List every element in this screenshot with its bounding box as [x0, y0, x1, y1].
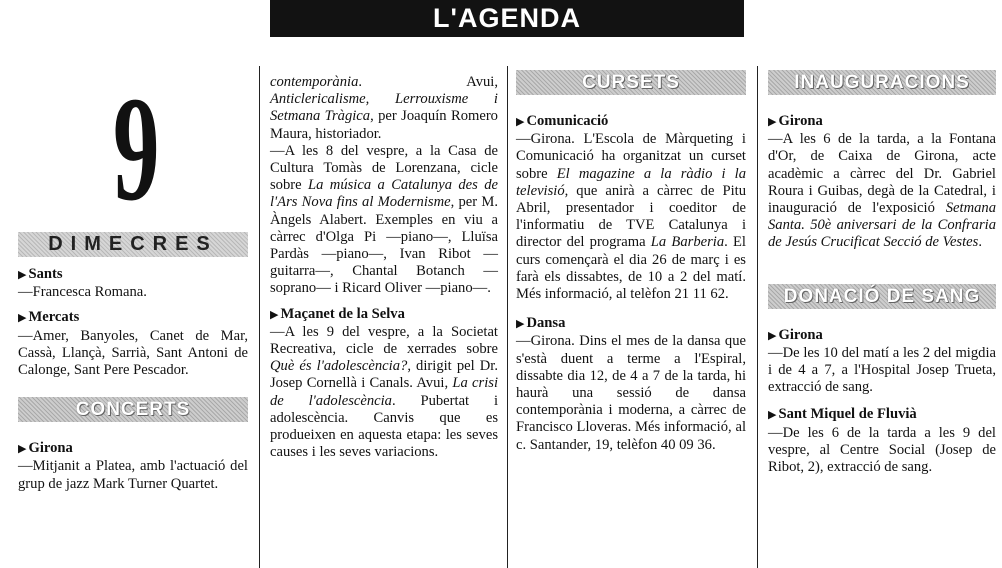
column-divider — [259, 66, 260, 568]
column-2 — [270, 74, 498, 469]
entry-text: —Mitjanit a Platea, amb l'actuació del grup de jazz Mark Turner Quartet. — [18, 458, 248, 492]
text-run: . Pubertat i adolescència. Canvis que es produeixen en aquesta etapa: les seves causes i les seves variacions. — [270, 392, 499, 461]
entry-location: ▶ Mercats — [18, 309, 248, 327]
entry-girona — [768, 113, 996, 252]
day-number: 9 — [112, 66, 158, 232]
entry-text — [270, 143, 498, 298]
text-run: . Avui, — [358, 74, 498, 90]
entry-location: ▶ Comunicació — [516, 113, 746, 131]
text-run: . — [978, 234, 982, 251]
entry-sant-miquel — [768, 406, 996, 476]
text-run: . El curs començarà el dia 26 de març i es farà els dissabtes, de 10 a 2 del matí. Més informació, al telèfon 21 11 62. — [516, 234, 746, 303]
entry-location: ▶ Girona — [768, 113, 996, 131]
entry-text — [516, 131, 746, 303]
section-header-cursets: CURSETS — [516, 70, 746, 95]
entry-text — [270, 74, 498, 143]
section-header-concerts: CONCERTS — [18, 397, 248, 422]
entry-mercats — [18, 309, 248, 379]
italic-title: contemporània — [270, 74, 359, 90]
text-run: , per Joaquín Romero Maura, historiador. — [270, 108, 498, 142]
entry-location: ▶ Girona — [18, 440, 248, 458]
column-1 — [18, 266, 248, 501]
entry-text: —Amer, Banyoles, Canet de Mar, Cassà, Llançà, Sarrià, Sant Antoni de Calonge, Sant Pere Pescador. — [18, 327, 248, 379]
text-run: —Girona. L'Escola de Màrqueting i Comunicació ha organitzat un curset sobre — [516, 131, 746, 182]
column-4 — [768, 70, 996, 484]
italic-title: La crisi de l'adolescència — [270, 375, 498, 409]
entry-text: —De les 6 de la tarda a les 9 del vespre, al Centre Social (Josep de Ribot, 2), extracció de sang. — [768, 424, 996, 476]
text-run: —A les 8 del vespre, a la Casa de Cultura Tomàs de Lorenzana, cicle sobre — [270, 142, 498, 194]
agenda-banner: L'AGENDA — [270, 0, 744, 37]
italic-title: Què és l'adolescència? — [270, 358, 408, 375]
text-run: —A les 9 del vespre, a la Societat Recreativa, cicle de xerrades sobre — [270, 323, 498, 358]
entry-text: —De les 10 del matí a les 2 del migdia i de 4 a 7, a l'Hospital Josep Trueta, extracció de sang. — [768, 344, 996, 396]
entry-text: —Girona. Dins el mes de la dansa que s'està duent a terme a l'Espiral, dissabte dia 12, de 4 a 7 de la tarda, hi haurà una sessió de dansa contemporània i moderna, a càrrec de Francisco Lloveras. Més informació, al c. Santander, 19, telèfon 40 09 36. — [516, 333, 746, 453]
section-header-inauguracions: INAUGURACIONS — [768, 70, 996, 95]
column-divider — [507, 66, 508, 568]
italic-title: Setmana Santa. 50è aniversari de la Confraria de Jesús Crucificat Secció de Vestes — [768, 200, 996, 251]
entry-comunicacio — [516, 113, 746, 303]
italic-title: Anticlericalisme, Lerrouxisme i Setmana Tràgica — [270, 91, 498, 125]
italic-title: El magazine a la ràdio i la televisió — [516, 165, 746, 199]
text-run: , que anirà a càrrec de Pitu Abril, presentador i coeditor de l'informatiu de TVE Catalunya i director del programa — [516, 182, 746, 251]
entry-location: ▶ Maçanet de la Selva — [270, 306, 498, 324]
entry-girona-sang — [768, 327, 996, 397]
entry-text — [270, 324, 498, 462]
entry-text: —Francesca Romana. — [18, 284, 147, 301]
entry-macanet — [270, 306, 498, 462]
text-run: , per M. Àngels Alabert. Exemples en viu a càrrec d'Olga Pi —piano—, Lluïsa Pardàs —piano—, Ivan Ribot —guitarra—, Chantal Botanch —soprano— i Ricard Oliver —piano—. — [270, 194, 498, 297]
text-run: —A les 6 de la tarda, a la Fontana d'Or, de Caixa de Girona, acte acadèmic a càrrec del Dr. Gabriel Roura i Guibas, degà de la Catedral, i inauguració de l'exposició — [768, 131, 996, 217]
column-3 — [516, 70, 746, 462]
column-divider — [757, 66, 758, 568]
text-run: , dirigit pel Dr. Josep Cornellà i Canals. Avui, — [270, 358, 498, 392]
entry-text — [768, 131, 996, 251]
entry-location: ▶ Girona — [768, 327, 996, 345]
italic-title: La música a Catalunya des de l'Ars Nova fins al Modernisme — [270, 177, 498, 211]
entry-location: ▶ Dansa — [516, 315, 746, 333]
entry-sants — [18, 266, 248, 301]
entry-location: ▶ Sants — [18, 266, 248, 284]
day-name: DIMECRES — [18, 232, 248, 257]
entry-dansa — [516, 315, 746, 454]
section-header-donacio-de-sang: DONACIÓ DE SANG — [768, 284, 996, 309]
entry-girona — [18, 440, 248, 493]
entry-location: ▶ Sant Miquel de Fluvià — [768, 406, 996, 424]
italic-title: La Barberia — [650, 234, 725, 251]
